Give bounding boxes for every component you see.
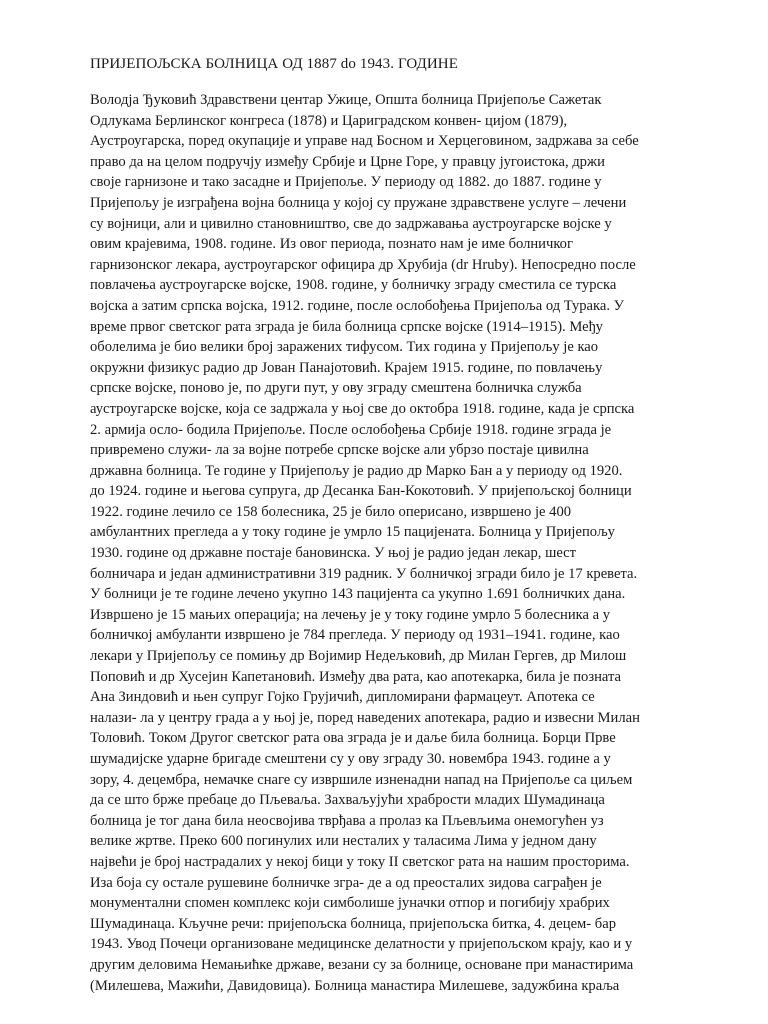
- body-line: оболелима је био велики број заражених тифусом. Тих година у Пријепољу је као: [90, 339, 599, 356]
- body-line: своје гарнизоне и тако засадне и Пријепоље. У периоду од 1882. до 1887. године у: [90, 174, 602, 191]
- body-line: највећи је број настрадалих у некој бици у току II светског рата на нашим просторима.: [90, 853, 630, 870]
- body-line: монументални спомен комплекс који симболише јуначки отпор и погибију храбрих: [90, 895, 610, 912]
- body-line: 2. армија осло- бодила Пријепоље. После ослобођења Србије 1918. године зграда је: [90, 421, 612, 438]
- body-line: повлачења аустроугарске војске, 1908. године, у болничку зграду сместила се турска: [90, 277, 617, 294]
- document-title: ПРИЈЕПОЉСКА БОЛНИЦА ОД 1887 do 1943. ГОДИНЕ: [90, 56, 459, 72]
- body-line: лекари у Пријепољу се помињу др Војимир Недељковић, др Милан Гергев, др Милош: [90, 648, 627, 665]
- body-line: време првог светског рата зграда је била болница српске војске (1914–1915). Међу: [90, 318, 603, 335]
- body-line: 1930. године од државне постаје бановинска. У њој је радио један лекар, шест: [90, 545, 577, 562]
- body-line: Иза боја су остале рушевине болничке згра- де а од преосталих зидова саграђен је: [90, 874, 602, 891]
- body-line: до 1924. године и његова супруга, др Десанка Бан-Кокотовић. У пријепољској болници: [90, 483, 632, 500]
- body-line: налази- ла у центру града а у њој је, поред наведених апотекара, радио и извесни Милан: [90, 709, 640, 726]
- body-line: право да на целом подручју између Србије и Црне Горе, у правцу југоистока, држи: [90, 153, 605, 170]
- body-line: војска а затим српска војска, 1912. године, после ослобођења Пријепоља од Турака. У: [90, 297, 625, 314]
- body-line: да се што брже пребаце до Пљеваља. Захваљујући храбрости младих Шумадинаца: [90, 792, 605, 809]
- body-line: Володја Ђуковић Здравствени центар Ужице, Општа болница Пријепоље Сажетак: [90, 92, 602, 108]
- body-line: велике жртве. Преко 600 погинулих или несталих у таласима Лима у једном дану: [90, 833, 597, 850]
- body-line: шумадијске ударне бригаде смештени су у ову зграду 30. новембра 1943. године а у: [90, 751, 611, 767]
- body-line: Шумадинаца. Кључне речи: пријепољска болница, пријепољска битка, 4. децем- бар: [90, 915, 617, 932]
- body-line: (Милешева, Мажићи, Давидовица). Болница манастира Милешеве, задужбина краља: [90, 977, 620, 994]
- body-line: овим крајевима, 1908. године. Из овог периода, познато нам је име болничког: [90, 236, 573, 253]
- body-line: У болници је те године лечено укупно 143 пацијента са укупно 1.691 болничких дана.: [90, 586, 626, 603]
- body-line: Одлукама Берлинског конгреса (1878) и Цариградском конвен- цијом (1879),: [90, 112, 568, 129]
- body-line: државна болница. Те године у Пријепољу је радио др Марко Бан а у периоду од 1920.: [90, 462, 623, 479]
- body-line: Извршено је 15 мањих операција; на лечењу је у току године умрло 5 болесника а у: [90, 606, 611, 623]
- body-line: аустроугарске војске, која се задржала у њој све до октобра 1918. године, када је српска: [90, 400, 635, 417]
- body-line: зору, 4. децембра, немачке снаге су извршиле изненадни напад на Пријепоље са циљем: [90, 771, 633, 788]
- body-line: гарнизонског лекара, аустроугарског официра др Хрубија (dr Hruby). Непосредно после: [90, 256, 636, 273]
- body-line: окружни физикус радио др Јован Панајотовић. Крајем 1915. године, по повлачењу: [90, 359, 603, 376]
- body-line: болничара и један административни 319 радник. У болничкој згради било је 17 кревета.: [90, 565, 638, 582]
- body-line: Поповић и др Хусејин Капетановић. Између два рата, као апотекарка, била је позната: [90, 668, 622, 685]
- body-line: српске војске, поново је, по други пут, у ову зграду смештена болничка служба: [90, 380, 582, 397]
- body-line: привремено служи- ла за војне потребе српске војске али убрзо постаје цивилна: [90, 442, 589, 459]
- body-line: болница је тог дана била неосвојива тврђава а пролаз ка Пљевљима онемогућен уз: [90, 812, 604, 829]
- body-line: су војници, али и цивилно становништво, све до задржавања аустроугарске војске у: [90, 215, 612, 232]
- body-line: 1922. године лечило се 158 болесника, 25 је било оперисано, извршено је 400: [90, 503, 572, 520]
- body-line: Пријепољу је изграђена војна болница у којој су пружане здравствене услуге – лечени: [90, 194, 627, 211]
- body-line: Толовић. Током Другог светског рата ова зграда је и даље била болница. Борци Прве: [90, 730, 616, 747]
- document-body: [90, 90, 700, 996]
- body-line: болничкој амбуланти извршено је 784 прегледа. У периоду од 1931–1941. године, као: [90, 627, 620, 644]
- body-line: Ана Зиндовић и њен супруг Гојко Грујичић, дипломирани фармацеут. Апотека се: [90, 689, 595, 706]
- body-line: амбулантних прегледа а у току године је умрло 15 пацијената. Болница у Пријепољу: [90, 524, 615, 541]
- body-line: другим деловима Немањићке државе, везани су за болнице, основане при манастирима: [90, 956, 634, 973]
- body-line: Аустроугарска, поред окупације и управе над Босном и Херцеговином, задржава за себе: [90, 133, 639, 150]
- body-line: 1943. Увод Почеци организоване медицинске делатности у пријепољском крају, као и у: [90, 936, 633, 953]
